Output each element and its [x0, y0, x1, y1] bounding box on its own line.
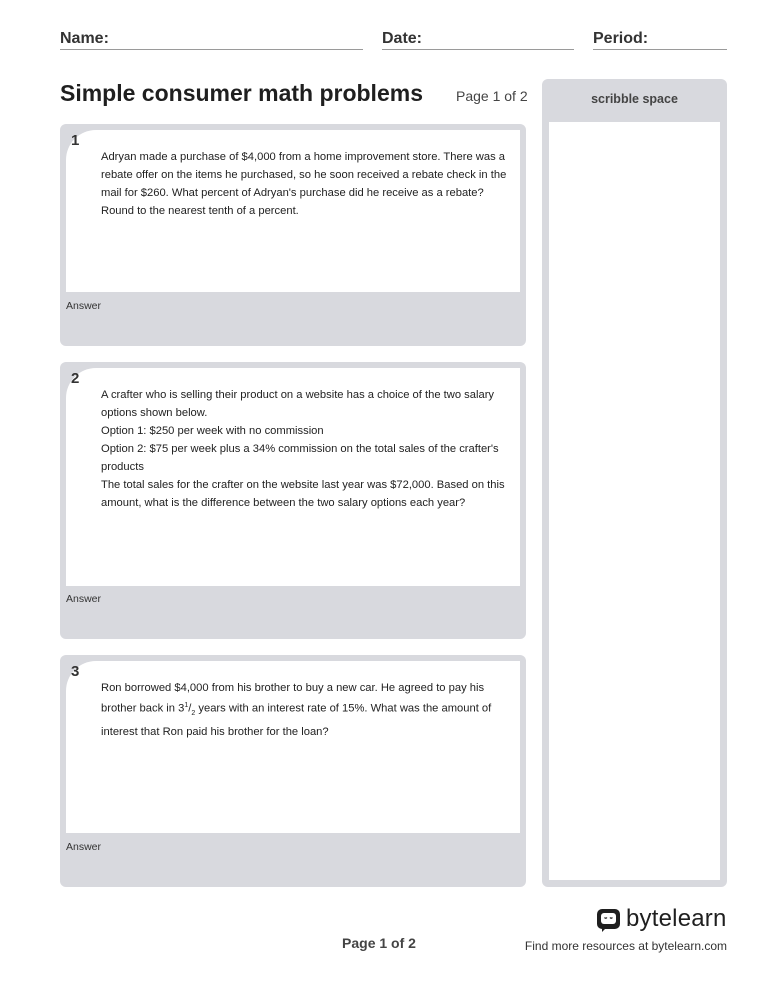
question-number-2: 2	[71, 370, 80, 387]
page-indicator: Page 1 of 2	[456, 88, 528, 104]
question-3-text-before: Ron borrowed $4,000 from his brother to buy a new car. He agreed to pay his brother back in 3	[101, 682, 485, 715]
question-3-text-after: years with an interest rate of 15%. What was the amount of interest that Ron paid his brother for the loan?	[101, 702, 492, 738]
name-label: Name:	[60, 30, 109, 47]
brand-logo[interactable]	[596, 905, 727, 933]
fraction-denominator: 2	[191, 709, 196, 717]
fraction-numerator: 1	[184, 702, 189, 709]
question-card-2	[60, 362, 526, 639]
question-2-line: Option 1: $250 per week with no commission	[101, 425, 324, 437]
footer-page-number: Page 1 of 2	[342, 935, 416, 951]
scribble-panel	[542, 79, 727, 887]
period-field[interactable]	[593, 30, 727, 50]
question-text-2	[101, 386, 514, 512]
question-2-line: The total sales for the crafter on the website last year was $72,000. Based on this amount, what is the difference between the two salary options each year?	[101, 479, 505, 509]
question-card-1	[60, 124, 526, 346]
question-text-3	[101, 679, 514, 741]
question-2-line: A crafter who is selling their product on a website has a choice of the two salary options shown below.	[101, 389, 495, 419]
question-number-1: 1	[71, 132, 80, 149]
period-label: Period:	[593, 30, 649, 47]
name-field[interactable]	[60, 30, 363, 50]
answer-label-2: Answer	[66, 593, 102, 605]
scribble-title: scribble space	[591, 92, 678, 106]
bytelearn-logo-icon	[596, 907, 621, 932]
page-title: Simple consumer math problems	[60, 80, 423, 106]
answer-label-3: Answer	[66, 841, 102, 853]
fraction-slash: /	[188, 702, 192, 715]
question-text-1	[101, 148, 514, 220]
footer-resources-link[interactable]: Find more resources at bytelearn.com	[524, 939, 727, 953]
question-3-line	[101, 679, 514, 741]
question-1-line: Adryan made a purchase of $4,000 from a home improvement store. There was a rebate offer on the items he purchased, so he soon received a rebate check in the mail for $260. What percent of Adryan's purchase did he receive as a rebate? Round to the nearest tenth of a percent.	[101, 151, 507, 217]
question-number-3: 3	[71, 663, 80, 680]
date-label: Date:	[382, 30, 423, 47]
date-field[interactable]	[382, 30, 574, 50]
scribble-area[interactable]	[549, 122, 720, 880]
question-card-3	[60, 655, 526, 887]
brand-name: bytelearn	[626, 905, 727, 932]
answer-label-1: Answer	[66, 300, 102, 312]
question-2-line: Option 2: $75 per week plus a 34% commission on the total sales of the crafter's products	[101, 443, 499, 473]
